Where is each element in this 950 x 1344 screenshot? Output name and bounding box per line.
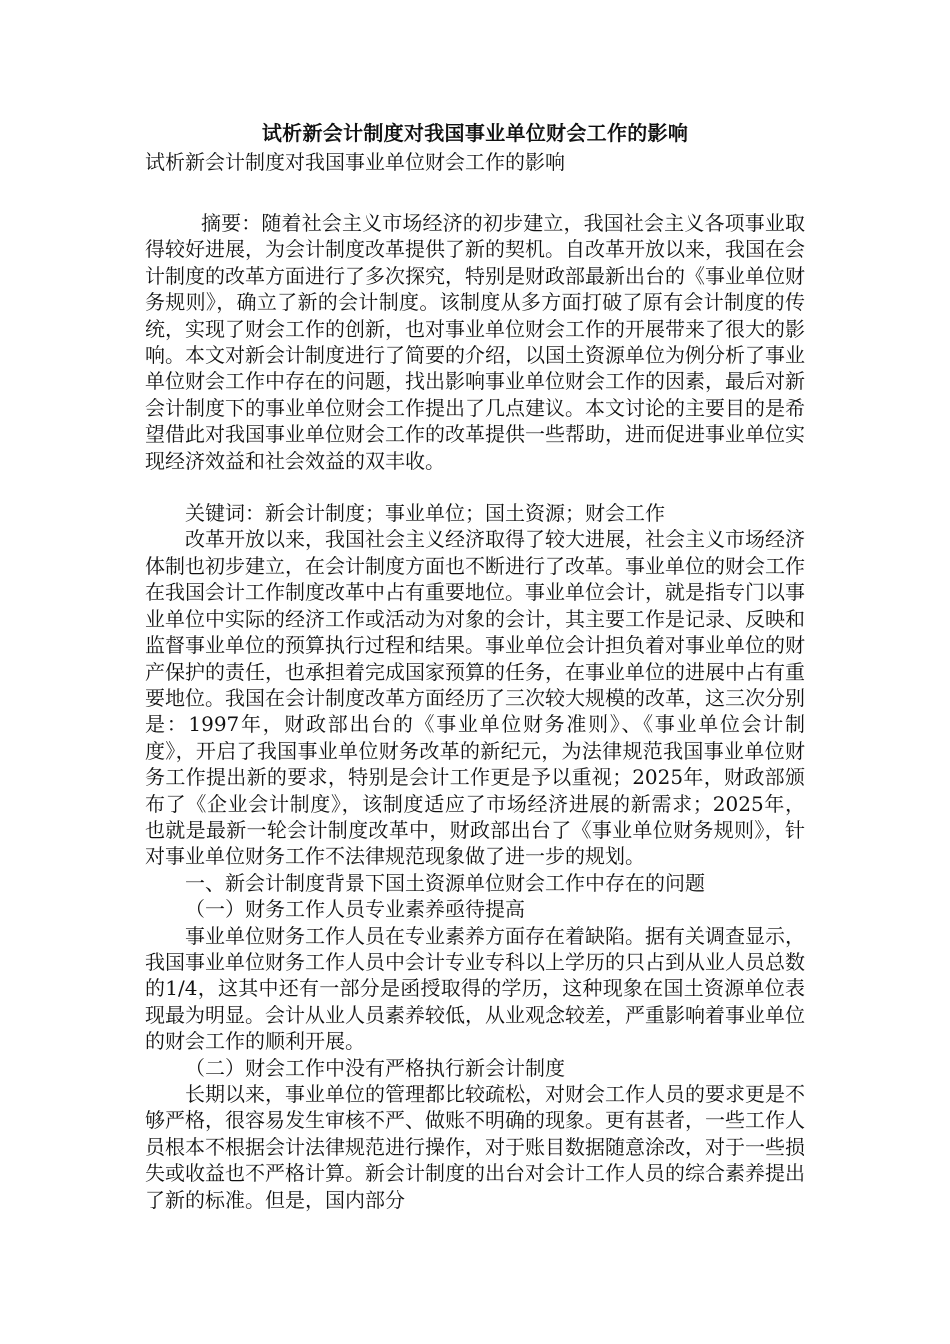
subsection-2-heading: （二）财会工作中没有严格执行新会计制度 bbox=[185, 1055, 565, 1080]
subsection-1-paragraph: 事业单位财务工作人员在专业素养方面存在着缺陷。据有关调查显示，我国事业单位财务工作人员中会计专业专科以上学历的只占到从业人员总数的1/4，这其中还有一部分是函授取得的学历，这种现象在国土资源单位表现最为明显。会计从业人员素养较低，从业观念较差，严重影响着事业单位的财会工作的顺利开展。 bbox=[145, 923, 805, 1054]
subsection-1-heading: （一）财务工作人员专业素养亟待提高 bbox=[185, 897, 525, 922]
section-1-heading: 一、新会计制度背景下国土资源单位财会工作中存在的问题 bbox=[185, 870, 705, 895]
document-page bbox=[145, 118, 805, 1213]
abstract-paragraph: 摘要：随着社会主义市场经济的初步建立，我国社会主义各项事业取得较好进展，为会计制度改革提供了新的契机。自改革开放以来，我国在会计制度的改革方面进行了多次探究，特别是财政部最新出台的《事业单位财务规则》，确立了新的会计制度。该制度从多方面打破了原有会计制度的传统，实现了财会工作的创新，也对事业单位财会工作的开展带来了很大的影响。本文对新会计制度进行了简要的介绍，以国土资源单位为例分析了事业单位财会工作中存在的问题，找出影响事业单位财会工作的因素，最后对新会计制度下的事业单位财会工作提出了几点建议。本文讨论的主要目的是希望借此对我国事业单位财会工作的改革提供一些帮助，进而促进事业单位实现经济效益和社会效益的双丰收。 bbox=[145, 211, 805, 473]
document-title: 试析新会计制度对我国事业单位财会工作的影响 bbox=[261, 121, 689, 145]
document-subtitle: 试析新会计制度对我国事业单位财会工作的影响 bbox=[145, 150, 565, 174]
intro-paragraph: 改革开放以来，我国社会主义经济取得了较大进展，社会主义市场经济体制也初步建立，在会计制度方面也不断进行了改革。事业单位的财会工作在我国会计工作制度改革中占有重要地位。事业单位会计，就是指专门以事业单位中实际的经济工作或活动为对象的会计，其主要工作是记录、反映和监督事业单位的预算执行过程和结果。事业单位会计担负着对事业单位的财产保护的责任，也承担着完成国家预算的任务，在事业单位的进展中占有重要地位。我国在会计制度改革方面经历了三次较大规模的改革，这三次分别是：1997年，财政部出台的《事业单位财务准则》、《事业单位会计制度》，开启了我国事业单位财务改革的新纪元，为法律规范我国事业单位财务工作提出新的要求，特别是会计工作更是予以重视；2025年，财政部颁布了《企业会计制度》，该制度适应了市场经济进展的新需求；2025年，也就是最新一轮会计制度改革中，财政部出台了《事业单位财务规则》，针对事业单位财务工作不法律规范现象做了进一步的规划。 bbox=[145, 527, 805, 869]
keywords-line: 关键词：新会计制度；事业单位；国土资源；财会工作 bbox=[185, 501, 665, 526]
subsection-2-paragraph: 长期以来，事业单位的管理都比较疏松，对财会工作人员的要求更是不够严格，很容易发生审核不严、做账不明确的现象。更有甚者，一些工作人员根本不根据会计法律规范进行操作，对于账目数据随意涂改，对于一些损失或收益也不严格计算。新会计制度的出台对会计工作人员的综合素养提出了新的标准。但是，国内部分 bbox=[145, 1082, 805, 1212]
